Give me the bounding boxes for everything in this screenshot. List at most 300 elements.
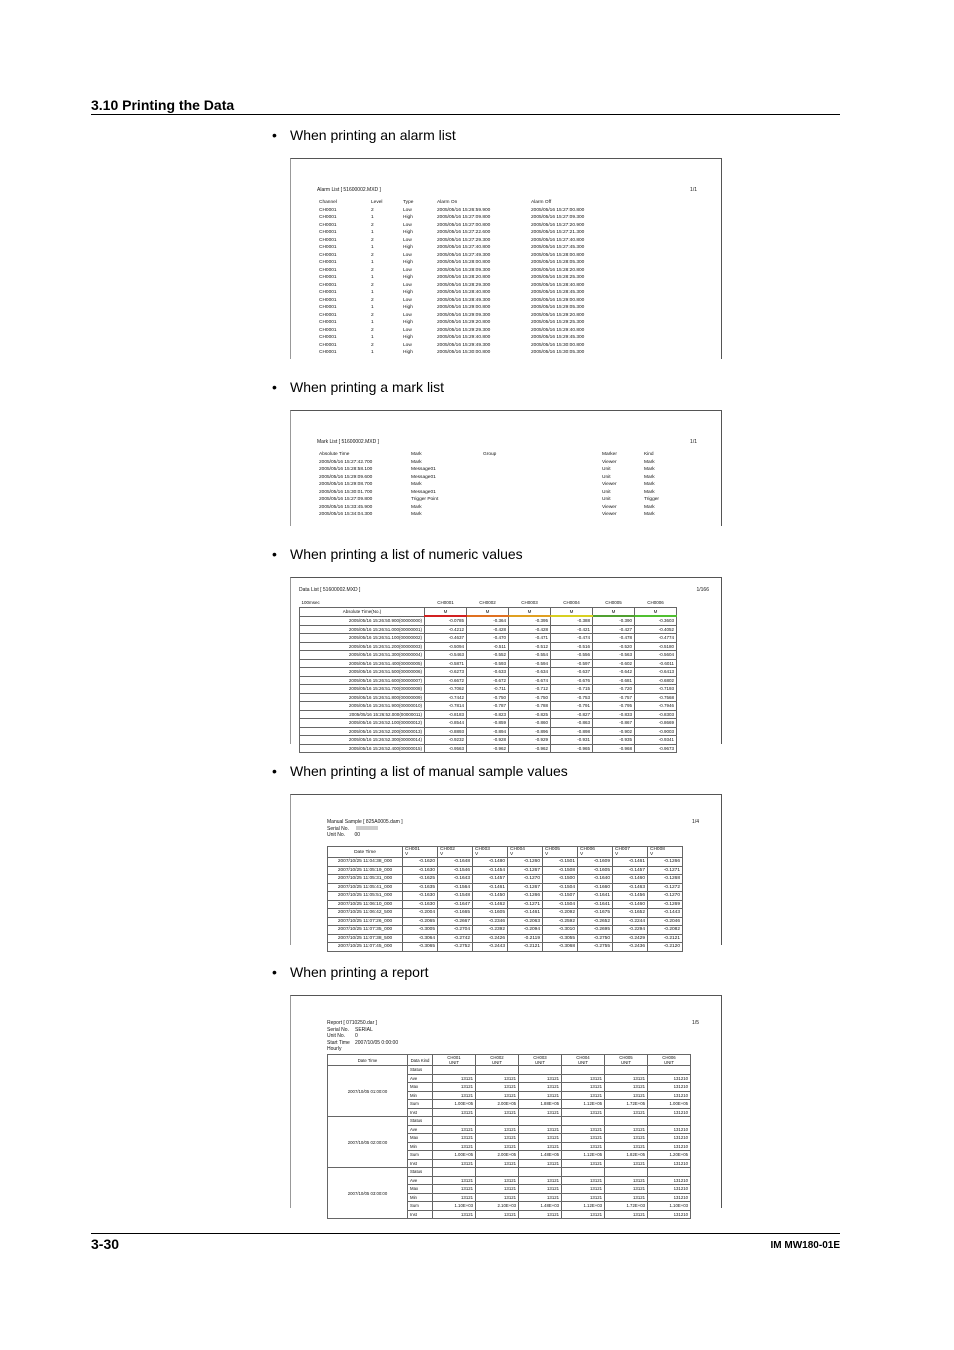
table-cell: 131210 — [648, 1159, 691, 1168]
table-cell: -0.962 — [467, 744, 509, 753]
table-cell: -0.720 — [593, 685, 635, 694]
table-row — [328, 900, 683, 909]
column-header: Absolute Time — [319, 452, 350, 458]
table-row — [300, 651, 677, 660]
table-cell: -0.4774 — [635, 634, 677, 643]
table-cell: 13121 — [519, 1185, 562, 1194]
table-cell: -0.388 — [551, 616, 593, 625]
table-cell: -0.863 — [551, 719, 593, 728]
table-cell: -0.1270 — [508, 875, 543, 884]
table-cell: 1 — [371, 290, 374, 296]
table-row — [300, 625, 677, 634]
table-cell: Low — [403, 297, 412, 303]
table-cell: High — [403, 290, 413, 296]
table-cell: -0.2752 — [438, 943, 473, 952]
channel-header — [438, 847, 473, 858]
table-cell: 2005/05/16 15:26:52.000(00000011) — [300, 710, 425, 719]
table-cell: 13121 — [433, 1142, 476, 1151]
table-row — [300, 642, 677, 651]
table-cell: Unit — [602, 489, 611, 495]
table-cell: High — [403, 305, 413, 311]
table-cell: -0.6672 — [425, 676, 467, 685]
table-cell: -0.633 — [467, 668, 509, 677]
table-row — [317, 207, 623, 215]
caption-manual-text: When printing a list of manual sample values — [290, 763, 568, 779]
table-cell: -0.1267 — [508, 883, 543, 892]
numeric-list-page: 1/166 — [696, 587, 709, 593]
table-cell: CH0001 — [319, 245, 337, 251]
table-cell: 131210 — [648, 1176, 691, 1185]
table-row — [317, 342, 623, 350]
table-cell: Low — [403, 282, 412, 288]
table-row — [300, 727, 677, 736]
table-row — [300, 736, 677, 745]
table-cell: High — [403, 215, 413, 221]
table-cell: Unit — [602, 467, 611, 473]
table-cell: 2 — [371, 342, 374, 348]
table-cell: 13121 — [605, 1108, 648, 1117]
table-cell: -0.4052 — [635, 625, 677, 634]
table-cell: 13121 — [562, 1176, 605, 1185]
table-cell: -0.2065 — [403, 917, 438, 926]
table-cell: 2005/05/16 15:27:09.800 — [319, 497, 373, 503]
table-cell: 13121 — [562, 1134, 605, 1143]
manual-unit-label: Unit No. — [327, 832, 346, 838]
table-cell: -0.1443 — [648, 909, 683, 918]
unit-cell: M — [551, 607, 593, 616]
table-cell: -0.7062 — [425, 685, 467, 694]
table-cell: 13121 — [605, 1074, 648, 1083]
table-cell: Mark — [644, 504, 655, 510]
table-cell: -0.902 — [593, 727, 635, 736]
table-cell: 13121 — [605, 1185, 648, 1194]
document-id: IM MW180-01E — [770, 1240, 840, 1251]
table-cell: 2007/10/25 11:05:51_000 — [328, 892, 403, 901]
table-cell: -0.1508 — [543, 866, 578, 875]
data-kind: Min — [408, 1142, 433, 1151]
table-cell: -0.1648 — [438, 858, 473, 867]
table-cell: 13121 — [476, 1134, 519, 1143]
table-cell: -0.1504 — [543, 900, 578, 909]
table-cell — [519, 1066, 562, 1075]
data-kind: Inst — [408, 1108, 433, 1117]
report-meta-line — [327, 1033, 398, 1040]
manual-list-page: 1/4 — [692, 819, 699, 825]
table-cell: -0.8544 — [425, 719, 467, 728]
table-cell: -0.833 — [593, 710, 635, 719]
block-time: 2007/10/05 03:00:00 — [328, 1168, 408, 1219]
table-cell: 2005/05/16 15:29:20.800 — [437, 320, 491, 326]
table-cell: 13121 — [519, 1159, 562, 1168]
table-cell: 13121 — [476, 1142, 519, 1151]
caption-numeric-text: When printing a list of numeric values — [290, 546, 523, 562]
table-cell: 2 — [371, 222, 374, 228]
table-cell: 13121 — [476, 1074, 519, 1083]
table-cell: 2005/05/16 15:27:09.300 — [531, 215, 585, 221]
table-cell: -0.3065 — [403, 943, 438, 952]
table-cell: 1 — [371, 350, 374, 356]
table-cell: -0.896 — [509, 727, 551, 736]
table-cell: -0.563 — [593, 651, 635, 660]
table-cell: -0.474 — [551, 634, 593, 643]
table-cell: -0.511 — [467, 642, 509, 651]
table-cell: 2.00E+05 — [476, 1100, 519, 1109]
table-cell: -0.3603 — [635, 616, 677, 625]
table-cell: 2005/05/16 15:30:05.300 — [531, 350, 585, 356]
table-cell: 2005/05/16 15:26:51.000(00000001) — [300, 625, 425, 634]
table-cell: 2005/05/16 15:26:59.900 — [437, 207, 491, 213]
table-row — [317, 459, 686, 467]
table-cell: -0.6413 — [635, 668, 677, 677]
table-cell: -0.4637 — [425, 634, 467, 643]
table-cell: 2005/05/16 15:29:08.700 — [319, 482, 373, 488]
table-cell — [433, 1066, 476, 1075]
table-cell: 1.88E+05 — [519, 1100, 562, 1109]
serial-redacted — [356, 826, 378, 830]
table-cell: Mark — [411, 504, 422, 510]
table-cell: 2005/05/16 15:29:49.300 — [437, 342, 491, 348]
table-cell: -0.1647 — [438, 900, 473, 909]
table-cell: -0.471 — [509, 634, 551, 643]
table-cell: -0.395 — [509, 616, 551, 625]
alarm-list-table — [317, 199, 623, 357]
table-cell: 2005/05/16 15:26:52.100(00000012) — [300, 719, 425, 728]
table-cell: -0.7568 — [635, 693, 677, 702]
table-cell: 2005/05/16 15:29:09.300 — [437, 312, 491, 318]
table-cell: -0.2046 — [648, 917, 683, 926]
table-cell: -0.931 — [551, 736, 593, 745]
table-cell: -0.428 — [467, 625, 509, 634]
manual-list-table — [327, 846, 683, 952]
table-cell: 13121 — [476, 1083, 519, 1092]
table-cell: 1 — [371, 260, 374, 266]
table-cell: -0.1463 — [613, 883, 648, 892]
table-cell: 2005/05/16 15:28:20.800 — [437, 275, 491, 281]
table-cell: -0.470 — [467, 634, 509, 643]
table-cell: CH0001 — [319, 350, 337, 356]
column-header: Channel — [319, 200, 337, 206]
block-time: 2007/10/05 01:00:00 — [328, 1066, 408, 1117]
table-cell: -0.642 — [593, 668, 635, 677]
table-cell: Low — [403, 222, 412, 228]
mark-list-printout — [290, 410, 722, 526]
table-cell: 13121 — [562, 1210, 605, 1219]
channel-header — [519, 1055, 562, 1066]
table-cell: 13121 — [605, 1083, 648, 1092]
table-cell: CH0001 — [319, 215, 337, 221]
table-cell: -0.1260 — [508, 858, 543, 867]
channel-header: CH0002 — [479, 600, 496, 606]
table-cell: 2005/05/16 15:28:05.300 — [531, 260, 585, 266]
table-cell: 13121 — [562, 1185, 605, 1194]
table-row — [317, 274, 623, 282]
channel-name: CH007 — [615, 847, 630, 852]
channel-header — [648, 1055, 691, 1066]
data-kind: Sum — [408, 1151, 433, 1160]
table-cell: -0.2652 — [578, 917, 613, 926]
channel-name: CH001 — [405, 847, 420, 852]
table-cell: 2005/05/16 15:28:45.300 — [531, 290, 585, 296]
table-row — [300, 710, 677, 719]
table-cell: -0.5094 — [425, 642, 467, 651]
table-cell: 13121 — [519, 1210, 562, 1219]
table-cell: -0.3055 — [543, 934, 578, 943]
table-cell: -0.1269 — [648, 900, 683, 909]
table-row — [300, 685, 677, 694]
meta-label: Unit No. — [327, 1033, 346, 1040]
report-title: Report [ 0710250.dar ] — [327, 1020, 378, 1026]
table-cell: 2007/10/25 11:07:35_000 — [328, 926, 403, 935]
section-title: 3.10 Printing the Data — [91, 97, 235, 113]
table-cell: -0.1457 — [613, 866, 648, 875]
table-cell: -0.787 — [467, 702, 509, 711]
table-cell: CH0001 — [319, 290, 337, 296]
table-cell: 131210 — [648, 1193, 691, 1202]
channel-name: CH002 — [440, 847, 455, 852]
table-cell: 13121 — [605, 1142, 648, 1151]
mark-list-title: Mark List [ 51600002.MXD ] — [317, 439, 379, 445]
table-cell — [519, 1168, 562, 1177]
table-cell: 1.12E+03 — [562, 1202, 605, 1211]
column-header: Type — [403, 200, 414, 206]
table-cell: -0.1461 — [508, 909, 543, 918]
time-header: Date Time — [328, 847, 403, 858]
channel-unit: V — [475, 852, 479, 857]
data-kind: Min — [408, 1193, 433, 1202]
table-cell — [481, 511, 600, 519]
meta-label: Serial No. — [327, 1026, 349, 1033]
table-cell — [562, 1117, 605, 1126]
table-cell: 2005/05/16 15:26:52.300(00000014) — [300, 736, 425, 745]
table-row — [328, 892, 683, 901]
table-cell: -0.860 — [509, 719, 551, 728]
table-cell: -0.1480 — [473, 858, 508, 867]
table-cell: CH0001 — [319, 237, 337, 243]
table-cell: 2007/10/25 11:07:38_500 — [328, 934, 403, 943]
table-cell: 13121 — [476, 1108, 519, 1117]
table-cell: 2 — [371, 252, 374, 258]
table-cell: Mark — [411, 512, 422, 518]
table-cell: -0.1454 — [473, 866, 508, 875]
table-cell: Mark — [644, 489, 655, 495]
table-cell: -0.2121 — [508, 943, 543, 952]
table-cell: -0.1271 — [508, 900, 543, 909]
data-kind: Ave — [408, 1176, 433, 1185]
table-cell: -0.2121 — [648, 934, 683, 943]
table-row — [300, 659, 677, 668]
channel-name: CH003 — [533, 1055, 547, 1060]
report-header — [327, 1020, 398, 1053]
data-kind: Inst — [408, 1159, 433, 1168]
table-cell — [476, 1117, 519, 1126]
data-kind: Status — [408, 1117, 433, 1126]
table-cell — [433, 1117, 476, 1126]
data-kind: Max — [408, 1083, 433, 1092]
table-cell: -0.753 — [551, 693, 593, 702]
channel-header — [476, 1055, 519, 1066]
channel-header — [648, 847, 683, 858]
table-cell: 2005/05/16 15:28:20.800 — [531, 267, 585, 273]
table-cell: 2007/10/25 11:07:26_000 — [328, 917, 403, 926]
table-cell: 13121 — [476, 1159, 519, 1168]
table-cell: 13121 — [433, 1185, 476, 1194]
caption-report: • When printing a report — [272, 964, 429, 980]
table-cell: 1 — [371, 305, 374, 311]
table-cell: -0.1641 — [578, 892, 613, 901]
table-cell: Low — [403, 342, 412, 348]
table-cell: 13121 — [433, 1108, 476, 1117]
report-kind: Hourly — [327, 1046, 342, 1053]
table-cell: Trigger — [644, 497, 660, 503]
column-header: Group — [483, 452, 497, 458]
table-cell: 131210 — [648, 1142, 691, 1151]
table-cell: High — [403, 350, 413, 356]
channel-header — [433, 1055, 476, 1066]
channel-unit: UNIT — [663, 1060, 675, 1065]
table-row — [317, 222, 623, 230]
alarm-list-printout — [290, 158, 722, 359]
manual-serial-label: Serial No. — [327, 825, 349, 832]
table-cell: -0.2119 — [508, 934, 543, 943]
numeric-list-table — [299, 599, 677, 753]
table-cell: 13121 — [562, 1108, 605, 1117]
table-cell: 2005/05/16 15:30:01.700 — [319, 489, 373, 495]
table-cell: 1 — [371, 230, 374, 236]
table-cell: Low — [403, 312, 412, 318]
table-cell: 13121 — [562, 1074, 605, 1083]
table-cell — [562, 1168, 605, 1177]
table-cell: -0.2755 — [578, 943, 613, 952]
channel-unit: V — [440, 852, 444, 857]
table-cell: 2005/05/16 15:27:40.800 — [531, 237, 585, 243]
table-cell: 2005/05/16 15:26:51.500(00000006) — [300, 668, 425, 677]
table-cell: 13121 — [605, 1159, 648, 1168]
table-row — [300, 616, 677, 625]
table-cell — [481, 474, 600, 482]
table-cell: CH0001 — [319, 275, 337, 281]
channel-name: CH004 — [576, 1055, 590, 1060]
table-row — [317, 289, 623, 297]
report-page: 1/5 — [692, 1020, 699, 1026]
table-cell: 13121 — [519, 1125, 562, 1134]
alarm-list-page: 1/1 — [690, 187, 697, 193]
header-rule — [91, 114, 840, 115]
table-cell: CH0001 — [319, 342, 337, 348]
table-row — [317, 282, 623, 290]
channel-header: CH0003 — [521, 600, 538, 606]
table-cell — [481, 496, 600, 504]
table-cell: -0.421 — [551, 625, 593, 634]
table-cell: -0.8669 — [635, 719, 677, 728]
table-cell: CH0001 — [319, 327, 337, 333]
table-cell: 13121 — [519, 1134, 562, 1143]
table-cell — [605, 1168, 648, 1177]
table-row — [317, 229, 623, 237]
table-cell: Viewer — [602, 504, 617, 510]
table-cell: -0.2750 — [578, 934, 613, 943]
channel-unit: UNIT — [577, 1060, 589, 1065]
table-cell: -0.1675 — [578, 909, 613, 918]
report-table — [327, 1054, 691, 1219]
table-cell: CH0001 — [319, 335, 337, 341]
table-cell: 1.00E+05 — [433, 1100, 476, 1109]
table-row — [317, 511, 686, 519]
table-cell: CH0001 — [319, 297, 337, 303]
unit-cell: M — [635, 607, 677, 616]
table-cell: -0.2244 — [613, 917, 648, 926]
table-cell: -0.962 — [509, 744, 551, 753]
table-cell: 1.10E+03 — [648, 1202, 691, 1211]
table-cell: -0.6273 — [425, 668, 467, 677]
table-cell: -0.5604 — [635, 651, 677, 660]
table-cell: Viewer — [602, 482, 617, 488]
table-cell: -0.427 — [593, 625, 635, 634]
table-cell: -0.2443 — [473, 943, 508, 952]
table-cell: -0.672 — [467, 676, 509, 685]
table-cell: 13121 — [476, 1176, 519, 1185]
table-cell: -0.428 — [509, 625, 551, 634]
table-cell: High — [403, 260, 413, 266]
table-cell: CH0001 — [319, 305, 337, 311]
table-cell: 13121 — [433, 1083, 476, 1092]
table-cell: 2005/05/16 15:29:00.800 — [437, 305, 491, 311]
table-cell: Viewer — [602, 512, 617, 518]
table-cell: 2007/10/25 11:05:19_000 — [328, 866, 403, 875]
table-row — [317, 214, 623, 222]
table-cell: -0.5871 — [425, 659, 467, 668]
table-cell: -0.0785 — [425, 616, 467, 625]
table-cell — [433, 1168, 476, 1177]
table-cell: 2005/05/16 15:29:45.300 — [531, 335, 585, 341]
table-cell: 13121 — [433, 1074, 476, 1083]
table-cell: 13121 — [519, 1142, 562, 1151]
table-cell: -0.9673 — [635, 744, 677, 753]
table-cell: 2005/05/16 15:27:45.300 — [531, 245, 585, 251]
table-cell: -0.1460 — [613, 875, 648, 884]
table-cell: -0.750 — [467, 693, 509, 702]
meta-value: 2007/10/05 0:00:00 — [355, 1039, 399, 1046]
table-cell: -0.1548 — [438, 892, 473, 901]
table-cell: 131210 — [648, 1083, 691, 1092]
table-cell: Mark — [644, 512, 655, 518]
table-cell: -0.1605 — [578, 866, 613, 875]
channel-unit: UNIT — [448, 1060, 460, 1065]
table-cell: 13121 — [519, 1176, 562, 1185]
table-cell: -0.3064 — [403, 934, 438, 943]
channel-header: CH0004 — [563, 600, 580, 606]
numeric-list-title: Data List [ 51600002.MXD ] — [299, 587, 361, 593]
table-cell: -0.1652 — [613, 909, 648, 918]
table-cell: High — [403, 245, 413, 251]
meta-value: 0 — [355, 1033, 358, 1040]
table-cell: -0.676 — [551, 676, 593, 685]
table-cell: -0.593 — [467, 659, 509, 668]
table-cell: -0.715 — [551, 685, 593, 694]
table-cell: 13121 — [605, 1125, 648, 1134]
table-cell: 13121 — [433, 1210, 476, 1219]
table-cell: -0.2436 — [613, 943, 648, 952]
table-cell: -0.1665 — [438, 909, 473, 918]
table-cell: -0.795 — [593, 702, 635, 711]
table-cell: 2 — [371, 297, 374, 303]
table-cell: -0.867 — [593, 719, 635, 728]
table-cell: -0.968 — [593, 744, 635, 753]
table-cell: -0.4212 — [425, 625, 467, 634]
table-cell: High — [403, 335, 413, 341]
table-cell: Unit — [602, 497, 611, 503]
table-row — [317, 267, 623, 275]
table-cell: -0.2082 — [648, 926, 683, 935]
